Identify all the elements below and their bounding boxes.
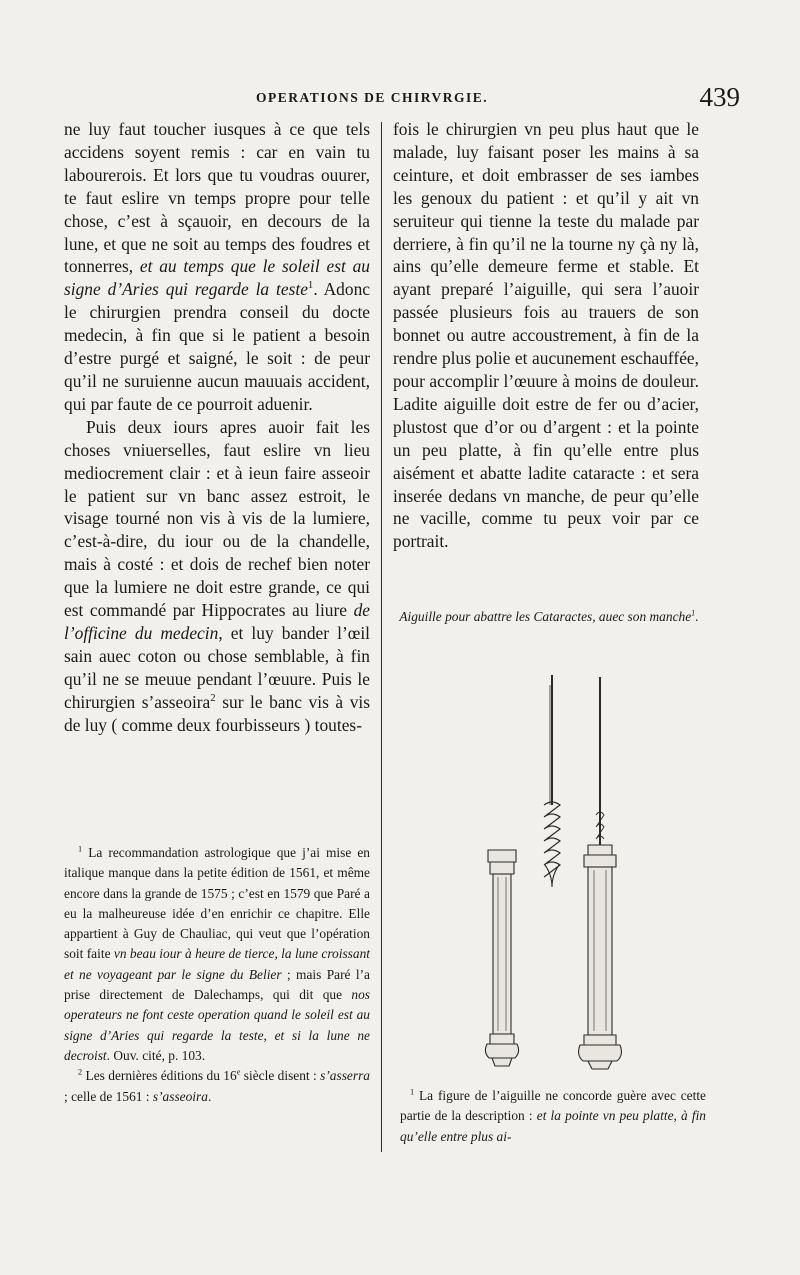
italic-run: vn beau iour à heure de tierce, la lune croissant et ne voyageant par le signe du Belier	[64, 946, 370, 982]
text-run: sur le banc vis à vis de luy ( comme deux fourbisseurs ) toutes-	[64, 691, 370, 735]
italic-run: de l’officine du medecin	[64, 600, 370, 643]
text-run: .	[207, 1088, 212, 1104]
italic-run: s’asseoira	[152, 1088, 208, 1104]
text-run: siècle disent :	[240, 1068, 321, 1084]
footnote-mark: 2	[78, 1067, 83, 1077]
text-run: La figure de l’aiguille ne concorde guère avec cette partie de la description :	[400, 1088, 706, 1124]
text-run: . Ouv. cité, p. 103.	[106, 1047, 206, 1063]
right-footnote	[400, 1086, 706, 1147]
text-run: ; celle de 1561 :	[64, 1088, 153, 1104]
running-title: OPERATIONS DE CHIRVRGIE.	[256, 90, 489, 105]
page-header	[60, 82, 740, 118]
text-run: Les dernières éditions du 16	[82, 1068, 237, 1084]
footnote-ref: 1	[691, 608, 696, 618]
italic-run: et au temps que le soleil est au signe d’Aries qui regarde la teste	[64, 256, 370, 300]
footnote-2	[64, 1066, 370, 1107]
caption-text: Aiguille pour abattre les Cataractes, auec son manche	[399, 609, 692, 624]
page-number: 439	[699, 82, 740, 112]
italic-run: nos operateurs ne font ceste operation quand le soleil est au signe d’Aries qui regarde la teste, et si la lune ne decroist	[64, 987, 370, 1063]
text-run: ; mais Paré l’a prise directement de Dalechamps, qui dit que	[64, 966, 370, 1003]
left-column	[64, 118, 370, 736]
text-run: Puis deux iours apres auoir fait les choses vniuerselles, faut eslire vn lieu mediocrement clair : et à ieun faire asseoir le patient sur vn banc assez estroit, le visage tourné non vis à vis de la lumiere, c’est-à-dire, du iour ou de la chandelle, mais à costé : et dois de rechef bien noter que la lumiere ne doit estre grande, ce qui est commandé par Hippocrates au liure	[64, 416, 370, 621]
text-run: . Adonc le chirurgien prendra conseil du docte medecin, à fin que si le patient a besoin d’estre purgé et saigné, le soit : de peur qu’il ne suruienne aucun mauuais accident, qui par faute de ce pourroit aduenir.	[64, 279, 370, 414]
italic-run: s’asserra	[320, 1068, 370, 1084]
superscript: e	[236, 1067, 241, 1077]
footnote-1	[64, 843, 370, 1066]
cataract-needle-illustration	[440, 665, 640, 1085]
needle-straight	[596, 677, 604, 845]
footnote-mark: 1	[410, 1087, 415, 1097]
text-run: , et luy bander l’œil sain auec coton ou chose semblable, à fin qu’il ne se meuue pendant l’œuure. Puis le chirurgien s’asseoira	[64, 622, 370, 712]
text-run: La recommandation astrologique que j’ai mise en italique manque dans la petite édition de 1561, et même encore dans la grande de 1575 ; c’est en 1579 que Paré a eu la malheureuse idée d’en enrichir ce chapitre. Elle appartient à Guy de Chauliac, qui veut que l’opération soit faite	[64, 845, 370, 962]
left-paragraph-1	[64, 118, 370, 416]
footnote-ref: 1	[307, 279, 314, 292]
needle-handle-2	[579, 845, 622, 1069]
needle-with-twisted-shaft	[544, 675, 560, 887]
left-paragraph-2	[64, 416, 370, 737]
footnote-mark: 1	[78, 844, 83, 854]
column-divider	[381, 122, 382, 1152]
figure-caption: Aiguille pour abattre les Cataractes, auec son manche$^1$.	[399, 608, 699, 624]
footnote-ref: 2	[210, 691, 216, 704]
italic-run: et la pointe vn peu platte, à fin qu’elle entre plus ai-	[400, 1108, 706, 1144]
right-paragraph-1: fois le chirurgien vn peu plus haut que le malade, luy faisant poser les mains à sa ceinture, et doit embrasser de ses iambes les genoux du patient : et qu’il y ait vn seruiteur qui tienne la teste du malade par derriere, à fin qu’il ne la tourne ny çà ny là, ains qu’elle demeure ferme et stable. Et ayant preparé l’aiguille, qui sera l’auoir passée plusieurs fois au trauers de son bonnet ou autre accoustrement, à fin de la rendre plus polie et aucunement eschauffée, pour accomplir l’œuure à moins de douleur. Ladite aiguille doit estre de fer ou d’acier, plustost que d’or ou d’argent : et la pointe un peu platte, à fin qu’elle entre plus aisément et abatte ladite cataracte : et sera inserée dedans vn manche, de peur qu’elle ne vacille, comme tu peux voir par ce portrait.	[393, 119, 699, 552]
right-column	[393, 118, 699, 553]
text-run: ne luy faut toucher iusques à ce que tels accidens soyent remis : car en vain tu labourerois. Et lors que tu voudras ouurer, te faut eslire vn temps propre pour telle chose, c’est à sçauoir, en decours de la lune, et que ne soit au temps des foudres et tonnerres,	[64, 119, 370, 277]
needle-handle-1	[485, 850, 518, 1066]
left-footnotes	[64, 843, 370, 1107]
